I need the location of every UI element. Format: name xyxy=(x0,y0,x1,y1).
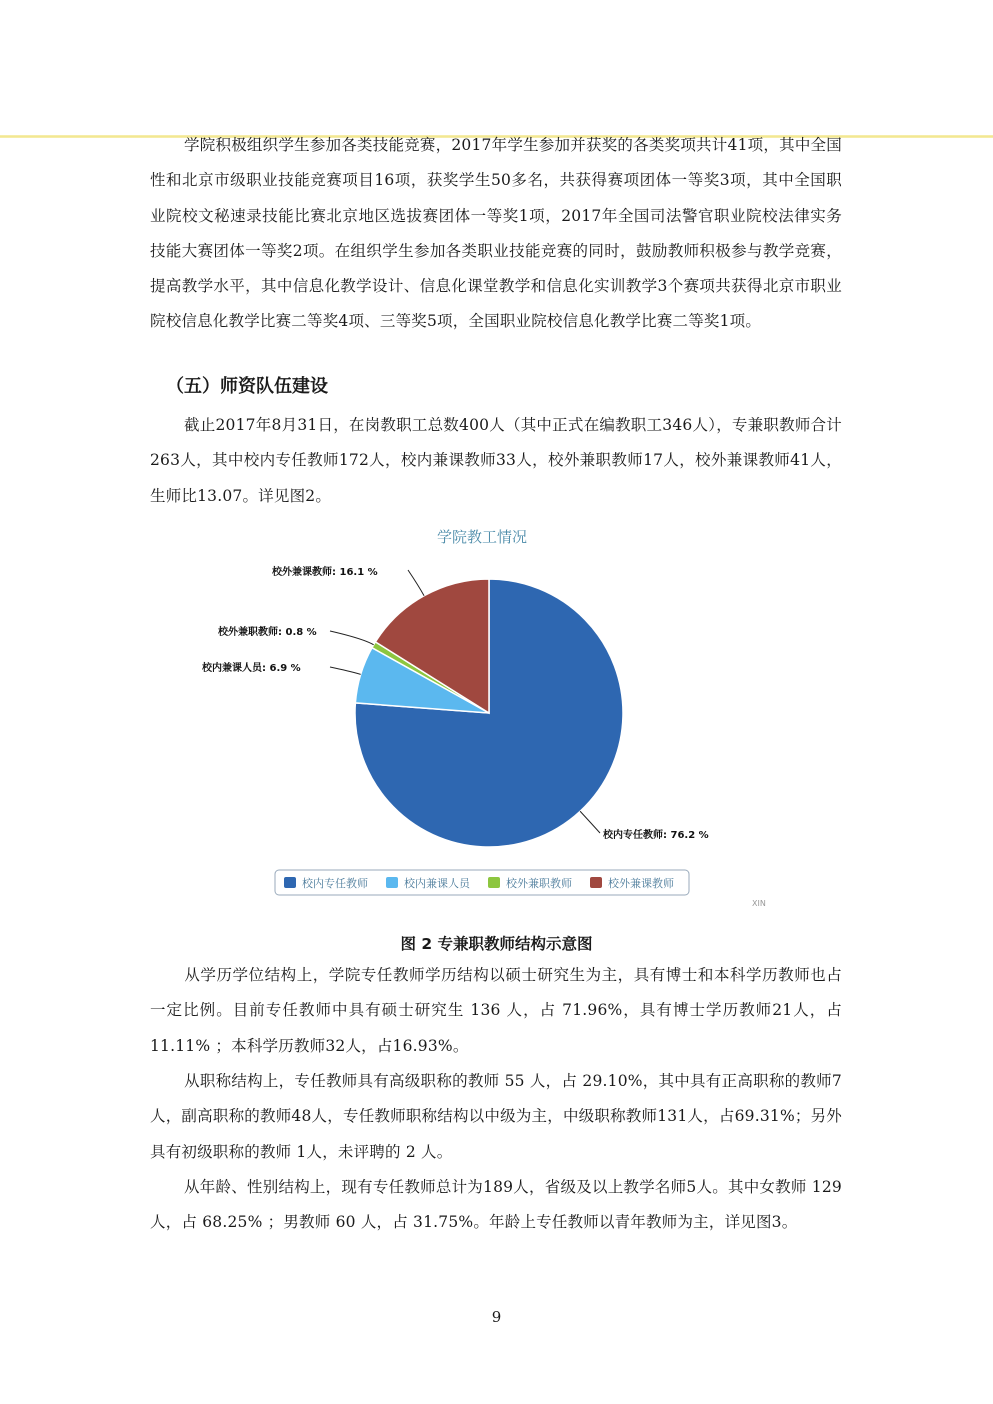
legend-swatch-3 xyxy=(590,877,602,888)
data-label-1: 校内兼课人员: 6.9 % xyxy=(202,663,301,674)
leader-line-0 xyxy=(580,811,600,833)
paragraph-staff xyxy=(150,408,842,514)
leader-line-3 xyxy=(408,570,424,596)
figure-caption: 图 2 专兼职教师结构示意图 xyxy=(400,935,593,953)
paragraph-education xyxy=(150,958,842,1064)
legend-label-2: 校外兼职教师 xyxy=(506,877,572,890)
paragraph-age-gender xyxy=(150,1170,842,1241)
section-heading: （五）师资队伍建设 xyxy=(166,376,328,397)
paragraph-text: 学院积极组织学生参加各类技能竞赛，2017年学生参加并获奖的各类奖项共计41项，其中全国性和北京市级职业技能竞赛项目16项，获奖学生50多名，共获得赛项团体一等奖3项，其中全国职业院校文秘速录技能比赛北京地区选拔赛团体一等奖1项，2017年全国司法警官职业院校法律实务技能大赛团体一等奖2项。在组织学生参加各类职业技能竞赛的同时，鼓励教师积极参与教学竞赛，提高教学水平，其中信息化教学设计、信息化课堂教学和信息化实训教学3个赛项共获得北京市职业院校信息化教学比赛二等奖4项、三等奖5项，全国职业院校信息化教学比赛二等奖1项。 xyxy=(150,136,842,331)
legend-label-0: 校内专任教师 xyxy=(302,877,368,890)
paragraph-text: 截止2017年8月31日，在岗教职工总数400人（其中正式在编教职工346人），专兼职教师合计263人，其中校内专任教师172人，校内兼课教师33人，校外兼职教师17人，校外兼课教师41人，生师比13.07。详见图2。 xyxy=(150,416,842,505)
page-number: 9 xyxy=(491,1308,502,1326)
paragraph-competitions xyxy=(150,128,842,340)
data-label-0: 校内专任教师: 76.2 % xyxy=(603,830,709,841)
legend xyxy=(275,870,689,895)
legend-swatch-0 xyxy=(284,877,296,888)
chart-title: 学院教工情况 xyxy=(436,528,528,546)
paragraph-text: 从职称结构上，专任教师具有高级职称的教师 55 人，占 29.10%，其中具有正高职称的教师7人，副高职称的教师48人，专任教师职称结构以中级为主，中级职称教师131人，占69.31%；另外具有初级职称的教师 1人，未评聘的 2 人。 xyxy=(150,1072,842,1161)
pie-slices xyxy=(355,579,623,847)
paragraph-titles xyxy=(150,1064,842,1170)
paragraph-text: 从年龄、性别结构上，现有专任教师总计为189人，省级及以上教学名师5人。其中女教师 129 人，占 68.25% ；男教师 60 人，占 31.75%。年龄上专任教师以青年教师为主，详见图3。 xyxy=(150,1178,842,1232)
data-label-3: 校外兼课教师: 16.1 % xyxy=(272,567,378,578)
legend-label-3: 校外兼课教师 xyxy=(608,877,674,890)
leader-line-1 xyxy=(330,667,361,674)
legend-swatch-1 xyxy=(386,877,398,888)
watermark-text: XIN xyxy=(752,899,766,908)
paragraph-text: 从学历学位结构上，学院专任教师学历结构以硕士研究生为主，具有博士和本科学历教师也占一定比例。目前专任教师中具有硕士研究生 136 人，占 71.96%，具有博士学历教师21人，占 11.11% ；本科学历教师32人，占16.93%。 xyxy=(150,966,842,1055)
pie-chart xyxy=(190,515,790,915)
data-label-2: 校外兼职教师: 0.8 % xyxy=(218,627,317,638)
legend-label-1: 校内兼课人员 xyxy=(404,877,470,890)
leader-line-2 xyxy=(330,631,374,645)
legend-swatch-2 xyxy=(488,877,500,888)
